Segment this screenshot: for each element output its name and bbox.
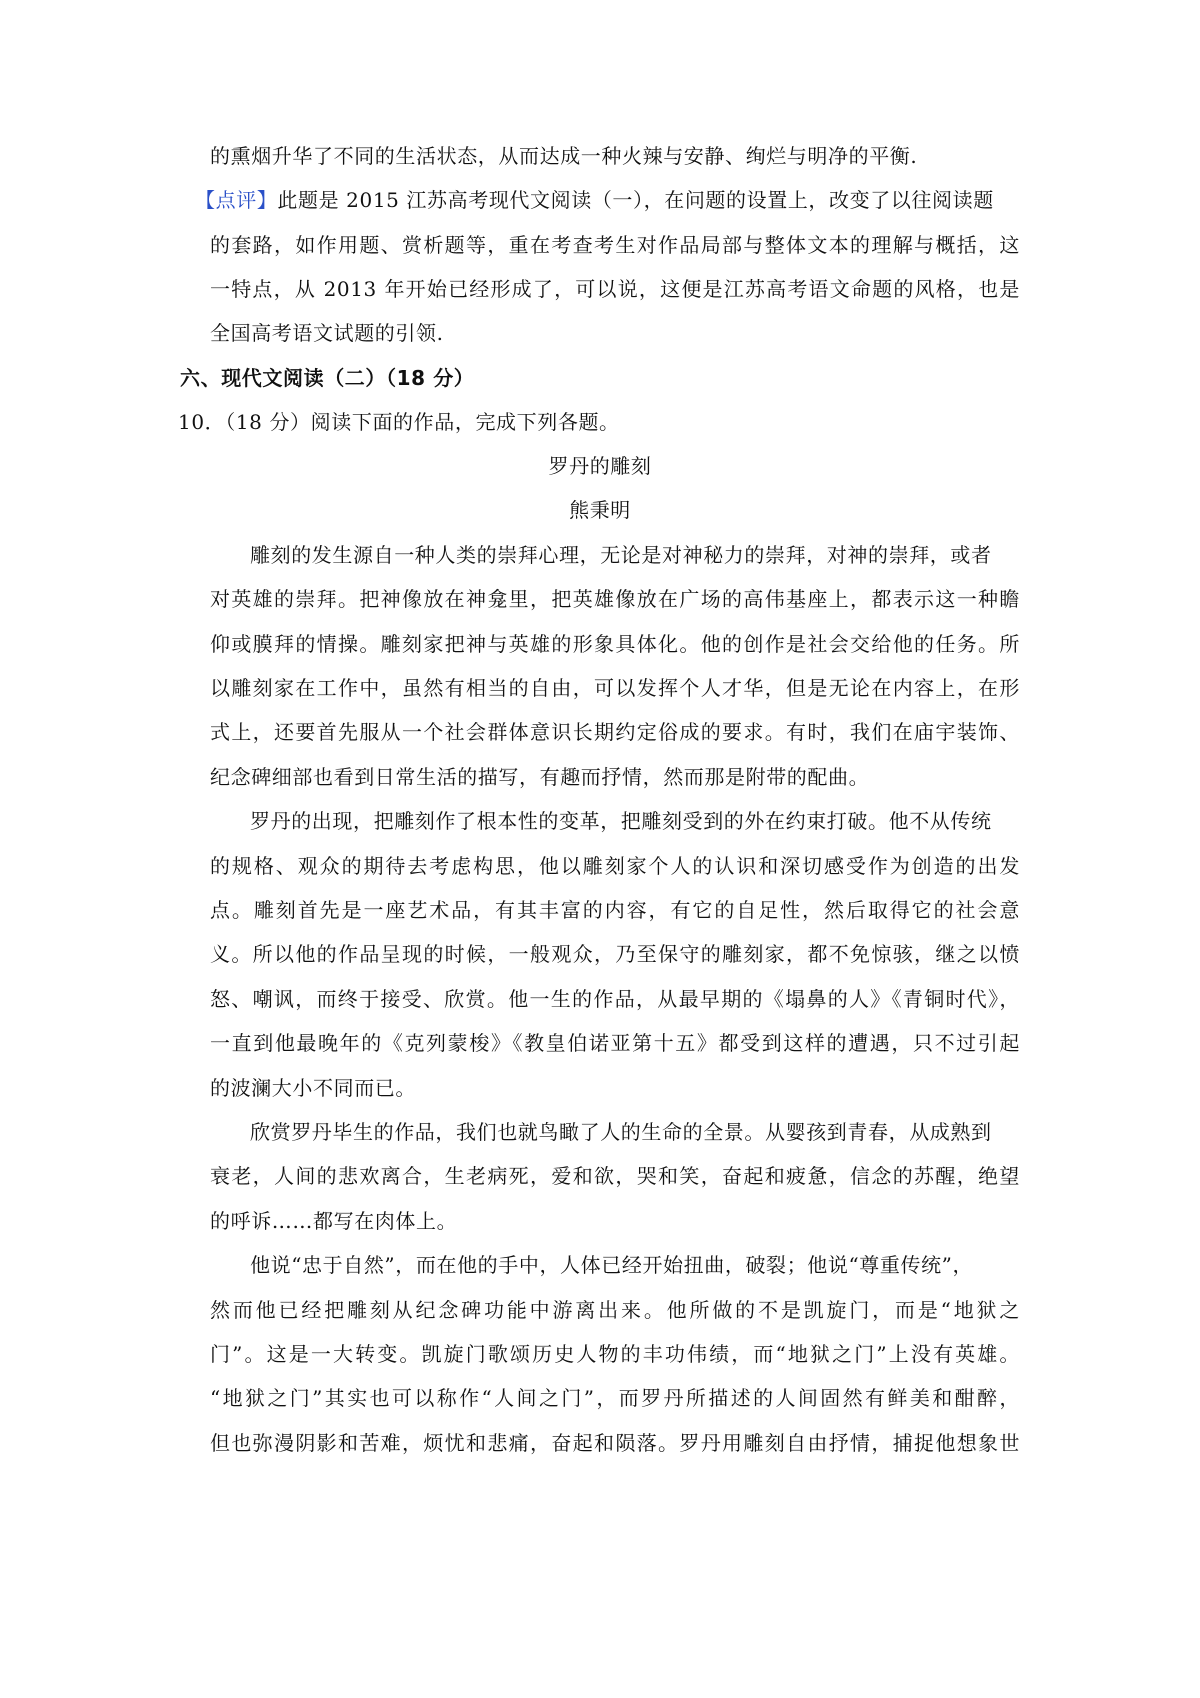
- article-author: 熊秉明: [569, 498, 631, 522]
- p1-line-1: 雕刻的发生源自一种人类的崇拜心理，无论是对神秘力的崇拜，对神的崇拜，或者: [250, 543, 992, 567]
- p3-line-2: 衰老，人间的悲欢离合，生老病死，爱和欲，哭和笑，奋起和疲惫，信念的苏醒，绝望: [210, 1164, 1020, 1188]
- p4-line-1: 他说“忠于自然”，而在他的手中，人体已经开始扭曲，破裂；他说“尊重传统”，: [250, 1253, 974, 1277]
- p1-line-2: 对英雄的崇拜。把神像放在神龛里，把英雄像放在广场的高伟基座上，都表示这一种瞻: [210, 587, 1020, 611]
- p4-line-2: 然而他已经把雕刻从纪念碑功能中游离出来。他所做的不是凯旋门，而是“地狱之: [210, 1298, 1020, 1322]
- p2-line-2: 的规格、观众的期待去考虑构思，他以雕刻家个人的认识和深切感受作为创造的出发: [210, 854, 1020, 878]
- p4-line-4: “地狱之门”其实也可以称作“人间之门”，而罗丹所描述的人间固然有鲜美和酣醉，: [210, 1386, 1020, 1410]
- comment-line-3: 一特点，从 2013 年开始已经形成了，可以说，这便是江苏高考语文命题的风格，也是: [210, 277, 1020, 301]
- comment-line-4: 全国高考语文试题的引领.: [210, 321, 444, 345]
- p1-line-5: 式上，还要首先服从一个社会群体意识长期约定俗成的要求。有时，我们在庙宇装饰、: [210, 720, 1020, 744]
- p2-line-5: 怒、嘲讽，而终于接受、欣赏。他一生的作品，从最早期的《塌鼻的人》《青铜时代》，: [210, 987, 1020, 1011]
- comment-tag: 【点评】: [195, 188, 278, 212]
- p2-line-7: 的波澜大小不同而已。: [210, 1076, 416, 1100]
- answer-continuation-line: 的熏烟升华了不同的生活状态，从而达成一种火辣与安静、绚烂与明净的平衡.: [210, 144, 918, 168]
- p2-line-4: 义。所以他的作品呈现的时候，一般观众，乃至保守的雕刻家，都不免惊骇，继之以愤: [210, 942, 1020, 966]
- p1-line-3: 仰或膜拜的情操。雕刻家把神与英雄的形象具体化。他的创作是社会交给他的任务。所: [210, 632, 1020, 656]
- article-title: 罗丹的雕刻: [548, 454, 652, 478]
- p2-line-3: 点。雕刻首先是一座艺术品，有其丰富的内容，有它的自足性，然后取得它的社会意: [210, 898, 1020, 922]
- p2-line-1: 罗丹的出现，把雕刻作了根本性的变革，把雕刻受到的外在约束打破。他不从传统: [250, 809, 992, 833]
- section-title: 六、现代文阅读（二）（18 分）: [180, 366, 475, 390]
- comment-line-2: 的套路，如作用题、赏析题等，重在考查考生对作品局部与整体文本的理解与概括，这: [210, 233, 1020, 257]
- p1-line-4: 以雕刻家在工作中，虽然有相当的自由，可以发挥个人才华，但是无论在内容上，在形: [210, 676, 1020, 700]
- p1-line-6: 纪念碑细部也看到日常生活的描写，有趣而抒情，然而那是附带的配曲。: [210, 765, 870, 789]
- comment-text-1: 此题是 2015 江苏高考现代文阅读（一），在问题的设置上，改变了以往阅读题: [277, 188, 994, 212]
- p4-line-5: 但也弥漫阴影和苦难，烦忧和悲痛，奋起和陨落。罗丹用雕刻自由抒情，捕捉他想象世: [210, 1431, 1020, 1455]
- p2-line-6: 一直到他最晚年的《克列蒙梭》《教皇伯诺亚第十五》都受到这样的遭遇，只不过引起: [210, 1031, 1020, 1055]
- comment-line-1: [195, 186, 994, 214]
- p3-line-1: 欣赏罗丹毕生的作品，我们也就鸟瞰了人的生命的全景。从婴孩到青春，从成熟到: [250, 1120, 992, 1144]
- p3-line-3: 的呼诉……都写在肉体上。: [210, 1209, 458, 1233]
- p4-line-3: 门”。这是一大转变。凯旋门歌颂历史人物的丰功伟绩，而“地狱之门”上没有英雄。: [210, 1342, 1020, 1366]
- question-prompt: 10．（18 分）阅读下面的作品，完成下列各题。: [178, 410, 620, 434]
